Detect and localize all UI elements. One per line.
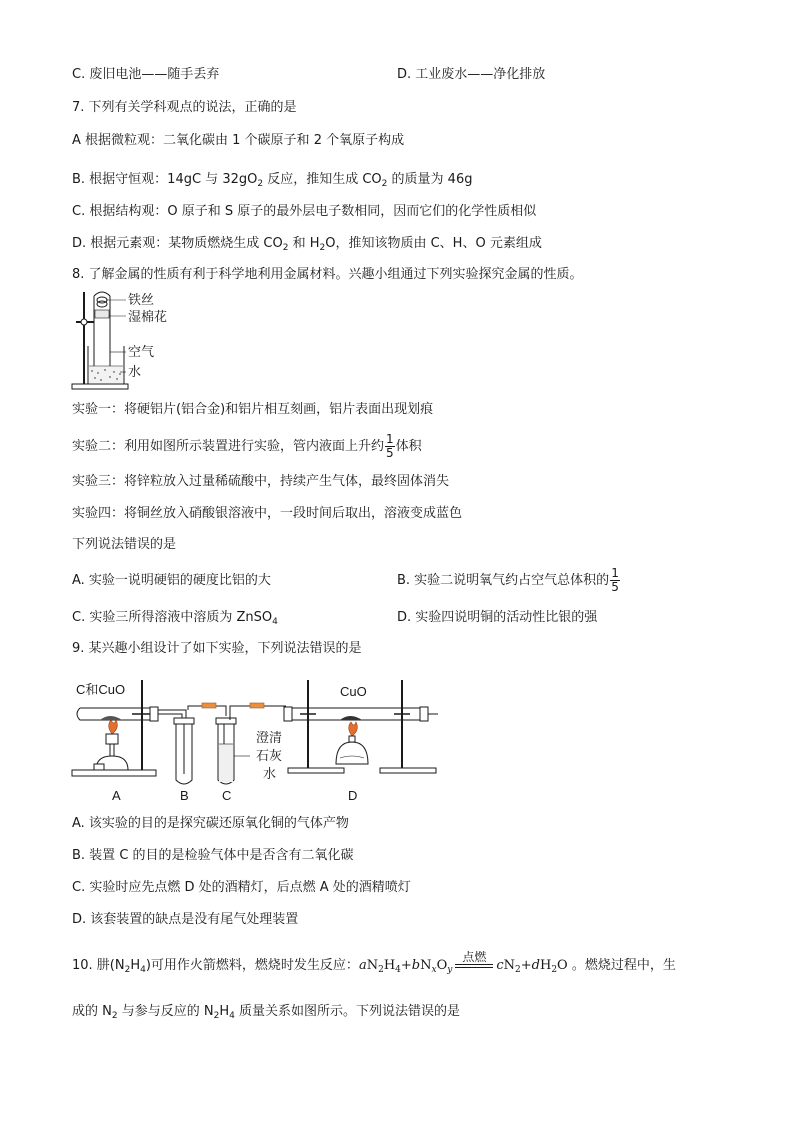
- q8-option-c: C. 实验三所得溶液中溶质为 ZnSO$_4$: [72, 610, 278, 627]
- label-c-and-cuo: C和CuO: [76, 682, 126, 697]
- q7-option-c: C. 根据结构观：O 原子和 S 原子的最外层电子数相同，因而它们的化学性质相似: [72, 204, 537, 219]
- q7-option-b: B. 根据守恒观：14gC 与 $32gO_2$ 反应，推知生成 $CO_2$ 的质量为 46g: [72, 172, 473, 189]
- q10-equation: $aN_2H_4+bN_xO_y$ 点燃 $cN_2+dH_2O$: [358, 950, 568, 975]
- q8-exp1: 实验一：将硬铝片(铝合金)和铝片相互刻画，铝片表面出现划痕: [72, 402, 434, 417]
- q9-apparatus-figure: [70, 676, 442, 806]
- reaction-arrow: 点燃: [455, 951, 493, 968]
- q7-option-a: A 根据微粒观：二氧化碳由 1 个碳原子和 2 个氧原子构成: [72, 133, 405, 148]
- label-c: C: [222, 788, 232, 803]
- q8-option-a: A. 实验一说明硬铝的硬度比铝的大: [72, 573, 271, 588]
- label-b: B: [180, 788, 189, 803]
- label-limewater-1: 澄清: [256, 730, 283, 745]
- label-cuo: CuO: [340, 684, 367, 699]
- label-water: 水: [128, 364, 142, 379]
- q6-option-d: D. 工业废水——净化排放: [397, 67, 546, 82]
- q9-option-a: A. 该实验的目的是探究碳还原氧化铜的气体产物: [72, 816, 349, 831]
- q8-apparatus-figure: [70, 288, 180, 392]
- label-limewater-2: 石灰: [256, 748, 283, 763]
- label-wet-cotton: 湿棉花: [128, 309, 168, 324]
- q9-option-b: B. 装置 C 的目的是检验气体中是否含有二氧化碳: [72, 848, 354, 863]
- q9-option-d: D. 该套装置的缺点是没有尾气处理装置: [72, 912, 299, 927]
- q6-option-c: C. 废旧电池——随手丢弃: [72, 67, 220, 82]
- q8-option-d: D. 实验四说明铜的活动性比银的强: [397, 610, 598, 625]
- q8-stem: 8. 了解金属的性质有利于科学地利用金属材料。兴趣小组通过下列实验探究金属的性质。: [72, 267, 583, 282]
- q7-stem: 7. 下列有关学科观点的说法，正确的是: [72, 100, 297, 115]
- q10-stem-line1: 10. 肼$(N_2H_4)$可用作火箭燃料，燃烧时发生反应：$aN_2H_4+bN_xO_y$ 点燃 $cN_2+dH_2O$ 。燃烧过程中，生: [72, 950, 676, 975]
- label-air: 空气: [128, 344, 155, 359]
- label-d: D: [348, 788, 358, 803]
- label-iron-wire: 铁丝: [128, 292, 155, 307]
- q9-option-c: C. 实验时应先点燃 D 处的酒精灯，后点燃 A 处的酒精喷灯: [72, 880, 411, 895]
- label-limewater-3: 水: [263, 766, 277, 781]
- q7-option-d: D. 根据元素观：某物质燃烧生成 $CO_2$ 和 $H_2O$，推知该物质由 C、H、O 元素组成: [72, 236, 542, 253]
- q10-stem-line2: 成的 $N_2$ 与参与反应的 $N_2H_4$ 质量关系如图所示。下列说法错误的是: [72, 1004, 460, 1021]
- q8-option-b: B. 实验二说明氧气约占空气总体积的 $\frac{1}{5}$: [397, 566, 619, 594]
- q8-exp3: 实验三：将锌粒放入过量稀硫酸中，持续产生气体，最终固体消失: [72, 474, 450, 489]
- q8-exp4: 实验四：将铜丝放入硝酸银溶液中，一段时间后取出，溶液变成蓝色: [72, 506, 463, 521]
- label-a: A: [112, 788, 121, 803]
- q9-stem: 9. 某兴趣小组设计了如下实验，下列说法错误的是: [72, 641, 362, 656]
- q8-ask: 下列说法错误的是: [72, 537, 177, 552]
- q8-exp2: 实验二：利用如图所示装置进行实验，管内液面上升约 $\frac{1}{5}$ 体积: [72, 432, 422, 460]
